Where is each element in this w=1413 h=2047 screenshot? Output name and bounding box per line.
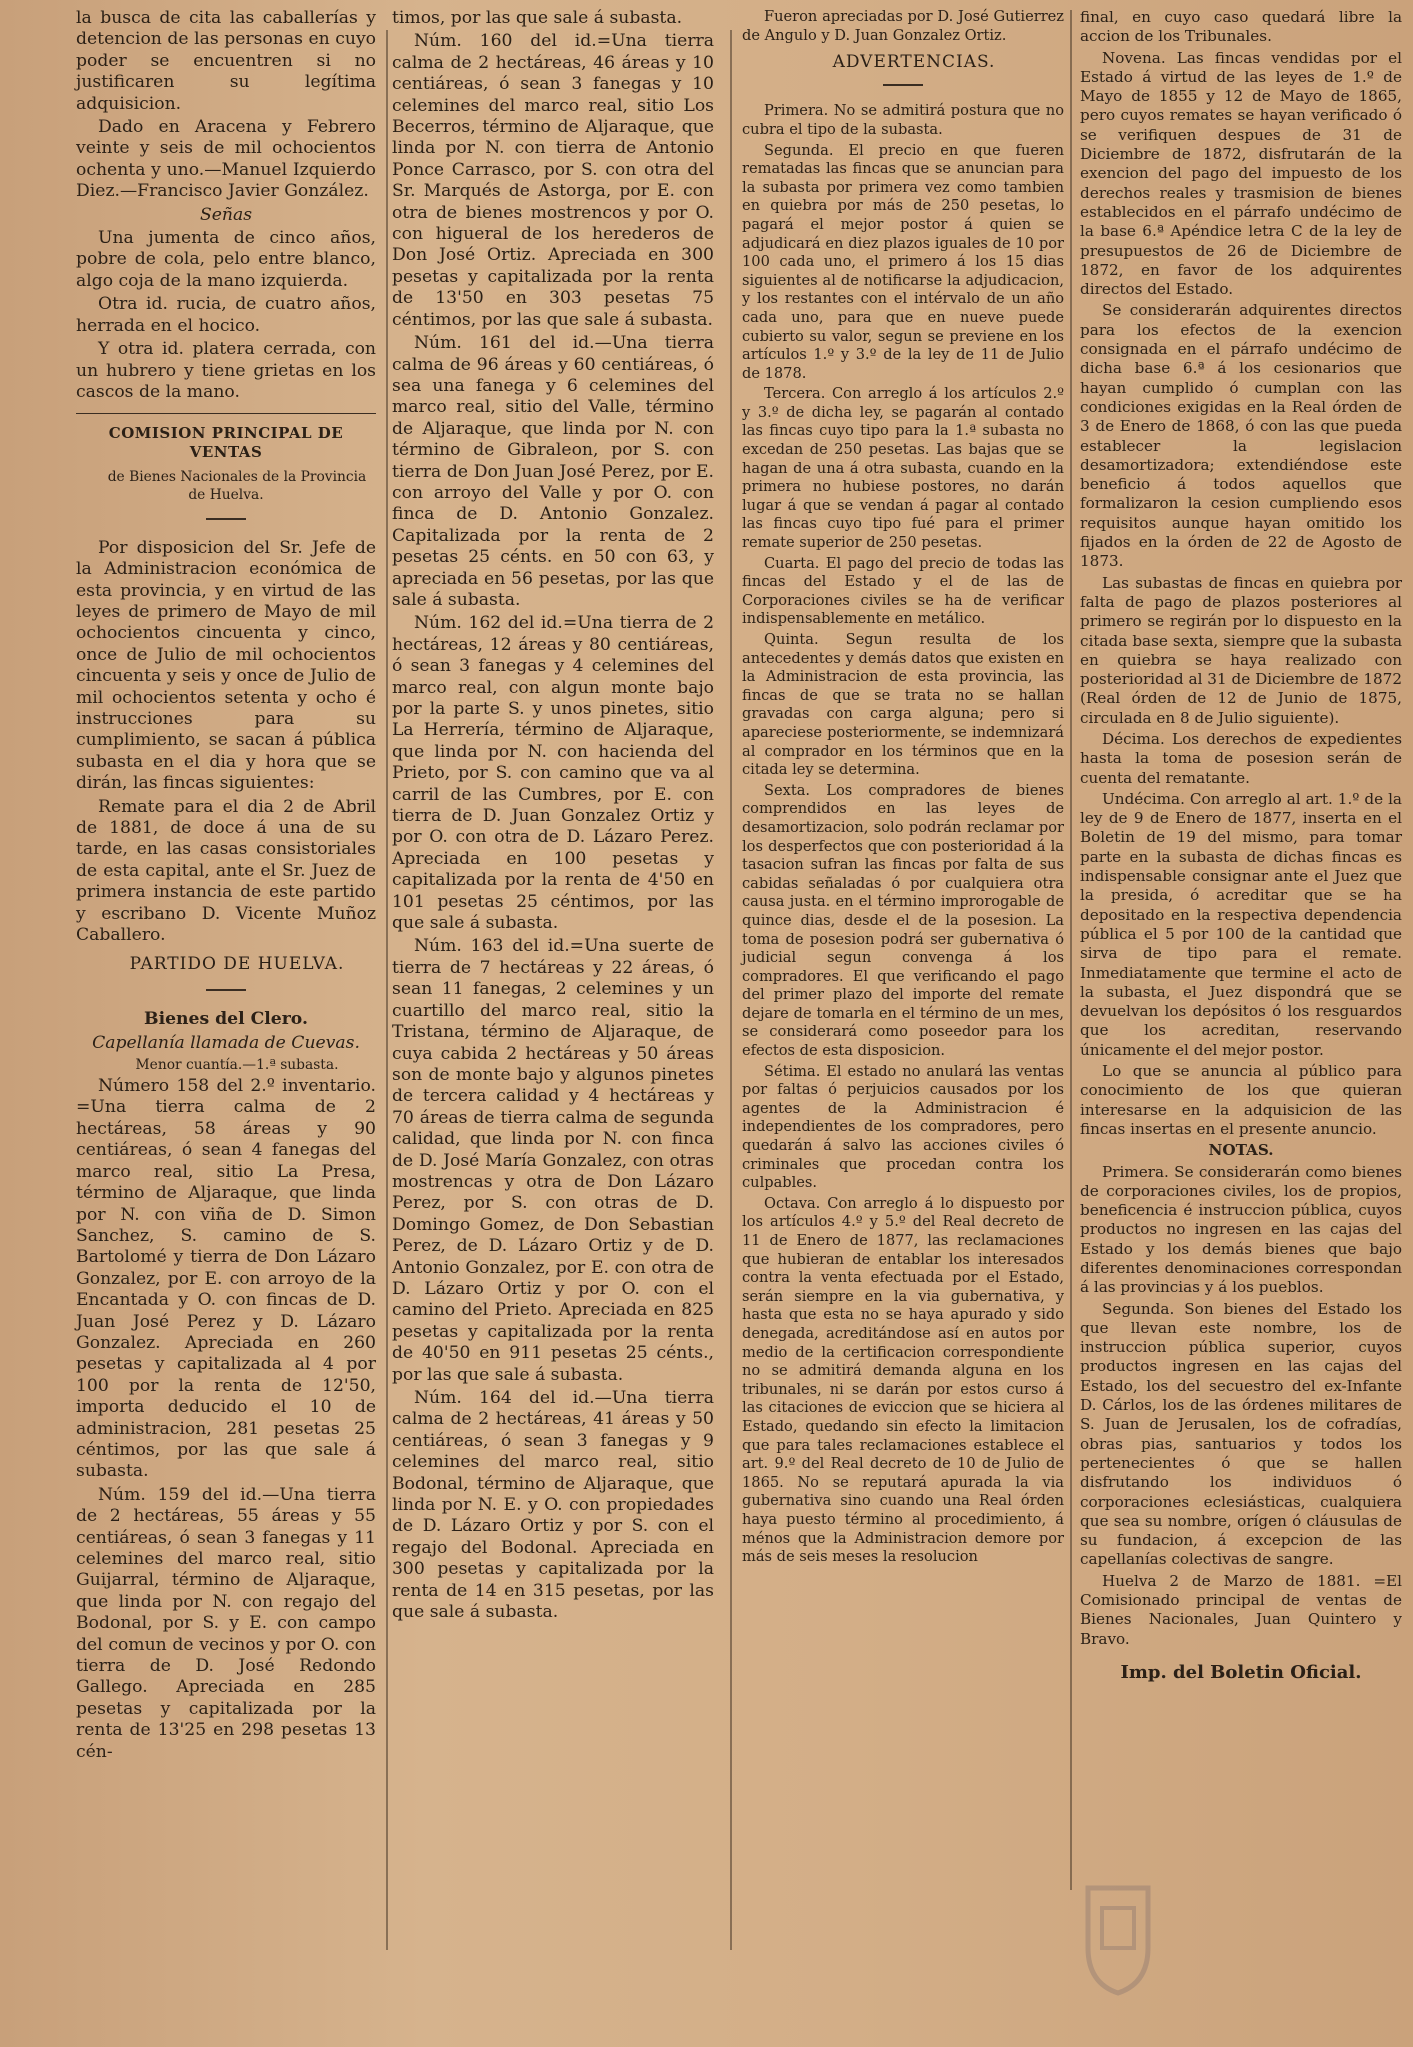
column-4 [1080,8,1402,1684]
paragraph: Núm. 164 del id.—Una tierra calma de 2 hectáreas, 41 áreas y 50 centiáreas, ó sean 3 fanegas y 9 celemines del marco real, sitio Bodonal, término de Aljaraque, que linda por N. E. y O. con propiedades de D. Lázaro Ortiz y por S. con el regajo del Bodonal. Apreciada en 300 pesetas y capitalizada por la renta de 14 en 315 pesetas, por las que sale á subasta. [392,1388,714,1623]
paragraph: final, en cuyo caso quedará libre la accion de los Tribunales. [1080,8,1402,46]
column-3 [742,8,1064,1569]
coat-of-arms-watermark [1078,1878,1158,1998]
divider [742,76,1064,95]
column-2 [392,8,714,1625]
paragraph: Lo que se anuncia al público para conocimiento de los que quieran interesarse en la adquisicion de las fincas insertas en el presente anuncio. [1080,1062,1402,1138]
section-heading: PARTIDO DE HUELVA. [129,954,345,975]
paragraph: Quinta. Segun resulta de los antecedentes y demás datos que existen en la Administracion de esta provincia, las fincas de que se trata no se hallan gravadas con carga alguna; pero si apareciese posteriormente, se indemnizará al comprador en los términos que en la citada ley se determina. [742,631,1064,779]
section-heading: Bienes del Clero. [144,1009,308,1030]
paragraph: Fueron apreciadas por D. José Gutierrez de Angulo y D. Juan Gonzalez Ortiz. [742,8,1064,44]
section-heading: Señas [199,204,253,225]
divider [76,413,376,414]
paragraph: Una jumenta de cinco años, pobre de cola, pelo entre blanco, algo coja de la mano izquierda. [76,228,376,291]
paragraph: Sétima. El estado no anulará las ventas por faltas ó perjuicios causados por los agentes de la Administracion é independientes de los compradores, pero quedarán á salvo las acciones civiles ó criminales que procedan contra los culpables. [742,1062,1064,1192]
paragraph: Primera. Se considerarán como bienes de corporaciones civiles, los de propios, beneficencia é instruccion pública, cuyos productos no ingresen en las cajas del Estado y los demás bienes que bajo diferentes denominaciones correspondan á las provincias y á los pueblos. [1080,1162,1402,1297]
paragraph: Otra id. rucia, de cuatro años, herrada en el hocico. [76,294,376,336]
paragraph: Primera. No se admitirá postura que no cubra el tipo de la subasta. [742,102,1064,138]
divider [76,980,376,1001]
divider [76,508,376,529]
paragraph: Sexta. Los compradores de bienes comprendidos en las leyes de desamortizacion, solo podrán reclamar por los desperfectos que con posterioridad á la tasacion sufran las fincas por falta de sus cabidas señaladas ó por cualquiera otra causa justa. en el término improrogable de quince dias, desde el de la posesion. La toma de posesion podrá ser gubernativa ó judicial segun convenga á los compradores. El que verificando el pago del primer plazo del importe del remate dejare de tomarla en el término de un mes, se considerará como poseedor para los efectos de esta disposicion. [742,781,1064,1060]
paragraph: Cuarta. El pago del precio de todas las fincas del Estado y el de las de Corporaciones civiles se ha de verificar indispensablemente en metálico. [742,554,1064,628]
paragraph: Se considerarán adquirentes directos para los efectos de la exencion consignada en el párrafo undécimo de dicha base 6.ª á los cesionarios que hayan cumplido ó cumplan con las condiciones exigidas en la Real órden de 3 de Enero de 1868, ó con las que pueda establecer la legislacion desamortizadora; extendiéndose este beneficio á todos aquellos que formalizaron la cesion cumpliendo esos requisitos aunque hayan omitido los fijados en la órden de 22 de Agosto de 1873. [1080,301,1402,571]
paragraph: Núm. 162 del id.=Una tierra de 2 hectáreas, 12 áreas y 80 centiáreas, ó sean 3 fanegas y 4 celemines del marco real, con algun monte bajo por la parte S. y unos pinetes, sitio La Herrería, término de Aljaraque, que linda por N. con hacienda del Prieto, por S. con camino que va al carril de las Cumbres, por E. con tierra de D. Juan Gonzalez Ortiz y por O. con otra de D. Lázaro Perez. Apreciada en 100 pesetas y capitalizada por la renta de 4'50 en 101 pesetas 25 céntimos, por las que sale á subasta. [392,613,714,934]
column-1 [76,8,376,1765]
paragraph: Undécima. Con arreglo al art. 1.º de la ley de 9 de Enero de 1877, inserta en el Boletin de 19 del mismo, para tomar parte en la subasta de dichas fincas es indispensable consignar ante el Juez que la presida, ó acreditar que se ha depositado en la respectiva dependencia pública el 5 por 100 de la cantidad que sirva de tipo para el remate. Inmediatamente que termine el acto de la subasta, el Juez dispondrá que se devuelvan los depósitos ó los resguardos que los acreditan, reservando únicamente el del mejor postor. [1080,789,1402,1059]
paragraph: Octava. Con arreglo á lo dispuesto por los artículos 4.º y 5.º del Real decreto de 11 de Enero de 1877, las reclamaciones que hubieran de entablar los interesados contra la venta efectuada por el Estado, serán siempre en la via gubernativa, y hasta que esta no se haya apurado y sido denegada, acreditándose así en autos por medio de la certificacion correspondiente no se admitirá demanda alguna en los tribunales, ni se darán por estos curso á las citaciones de eviccion que se hiciera al Estado, quedando sin efecto la limitacion que para tales reclamaciones establece el art. 9.º del Real decreto de 10 de Julio de 1865. No se reputará apurada la via gubernativa sino cuando una Real órden haya puesto término al procedimiento, á ménos que la Administracion demore por más de seis meses la resolucion [742,1194,1064,1566]
section-heading: COMISION PRINCIPAL DE VENTAS [108,424,344,462]
paragraph: Núm. 159 del id.—Una tierra de 2 hectáreas, 55 áreas y 55 centiáreas, ó sean 3 fanegas y 11 celemines del marco real, sitio Guijarral, término de Aljaraque, que linda por N. con regajo del Bodonal, por S. y E. con campo del comun de vecinos y por O. con tierra de D. José Redondo Gallego. Apreciada en 285 pesetas y capitalizada por la renta de 13'25 en 298 pesetas 13 cén- [76,1484,376,1762]
paragraph: Por disposicion del Sr. Jefe de la Administracion económica de esta provincia, y en virtud de las leyes de primero de Mayo de mil ochocientos cincuenta y cinco, once de Julio de mil ochocientos cincuenta y seis y once de Julio de mil ochocientos setenta y ocho é instrucciones para su cumplimiento, se sacan á pública subasta en el dia y hora que se dirán, las fincas siguientes: [76,537,376,794]
paragraph: Remate para el dia 2 de Abril de 1881, de doce á una de su tarde, en las casas consistoriales de esta capital, ante el Sr. Juez de primera instancia de este partido y escribano D. Vicente Muñoz Caballero. [76,796,376,946]
column-divider [386,30,388,1950]
section-subheading: Capellanía llamada de Cuevas. [92,1032,360,1053]
paragraph: la busca de cita las caballerías y detencion de las personas en cuyo poder se encuentren si no justificaren su legítima adquisicion. [76,8,376,114]
section-subheading: de Bienes Nacionales de la Provincia de Huelva. [107,469,367,504]
paragraph: Número 158 del 2.º inventario. =Una tierra calma de 2 hectáreas, 58 áreas y 90 centiáreas, ó sean 4 fanegas del marco real, sitio La Presa, término de Aljaraque, que linda por N. con viña de D. Simon Sanchez, S. camino de S. Bartolomé y tierra de Don Lázaro Gonzalez, por E. con arroyo de la Encantada y O. con fincas de D. Juan José Perez y D. Lázaro Gonzalez. Apreciada en 260 pesetas y capitalizada al 4 por 100 por la renta de 12'50, importa deducido el 10 de administracion, 281 pesetas 25 céntimos, por las que sale á subasta. [76,1076,376,1482]
paragraph: timos, por las que sale á subasta. [392,8,683,28]
paragraph: Segunda. El precio en que fueren rematadas las fincas que se anuncian para la subasta por primera vez como tambien en quiebra por más de 250 pesetas, lo pagará el mejor postor á quien se adjudicará en diez plazos iguales de 10 por 100 cada uno, el primero á los 15 dias siguientes al de notificarse la adjudicacion, y los restantes con el intérvalo de un año cada uno, para que en nueve puede cubierto su valor, segun se previene en los artículos 1.º y 3.º de la ley de 11 de Julio de 1878. [742,141,1064,382]
column-divider [730,30,732,1950]
section-heading: ADVERTENCIAS. [832,52,996,73]
printer-imprint: Imp. del Boletin Oficial. [1120,1661,1362,1683]
paragraph: Núm. 161 del id.—Una tierra calma de 96 áreas y 60 centiáreas, ó sea una fanega y 6 celemines del marco real, sitio del Valle, término de Aljaraque, que linda por N. con término de Gibraleon, por S. con tierra de Don Juan José Perez, por E. con arroyo del Valle y por O. con finca de D. Antonio Gonzalez. Capitalizada por la renta de 2 pesetas 25 cénts. en 50 con 63, y apreciada en 56 pesetas, por las que sale á subasta. [392,333,714,610]
section-heading: NOTAS. [1208,1141,1274,1160]
paragraph: Décima. Los derechos de expedientes hasta la toma de posesion serán de cuenta del rematante. [1080,729,1402,787]
section-subheading: Menor cuantía.—1.ª subasta. [135,1057,339,1074]
paragraph: Novena. Las fincas vendidas por el Estado á virtud de las leyes de 1.º de Mayo de 1855 y 12 de Mayo de 1865, pero cuyos remates se hayan verificado ó se verifiquen despues de 31 de Diciembre de 1872, disfrutarán de la exencion del pago del impuesto de los derechos reales y trasmision de bienes establecidos en el párrafo undécimo de la base 6.ª Apéndice letra C de la ley de presupuestos de 26 de Diciembre de 1872, en favor de los adquirentes directos del Estado. [1080,48,1402,299]
paragraph: Segunda. Son bienes del Estado los que llevan este nombre, los de instruccion pública superior, cuyos productos ingresen en las cajas del Estado, los del secuestro del ex-Infante D. Cárlos, los de las órdenes militares de S. Juan de Jerusalen, los de cofradías, obras pias, santuarios y todos los pertenecientes ó que se hallen disfrutando los individuos ó corporaciones eclesiásticas, cualquiera que sea su nombre, orígen ó cláusulas de su fundacion, á excepcion de las capellanías colectivas de sangre. [1080,1299,1402,1569]
signature-paragraph: Huelva 2 de Marzo de 1881. =El Comisionado principal de ventas de Bienes Nacionales, Juan Quintero y Bravo. [1080,1571,1402,1648]
column-divider [1070,10,1072,1890]
paragraph: Tercera. Con arreglo á los artículos 2.º y 3.º de dicha ley, se pagarán al contado las fincas cuyo tipo para la 1.ª subasta no excedan de 250 pesetas. Las bajas que se hagan de una á otra subasta, cuando en la primera no hubiese postores, no darán lugar á que se vendan á pagar al contado las fincas cuyo tipo fué para el primer remate superior de 250 pesetas. [742,385,1064,552]
paragraph: Dado en Aracena y Febrero veinte y seis de mil ochocientos ochenta y uno.—Manuel Izquierdo Diez.—Francisco Javier González. [76,117,376,202]
paragraph: Núm. 160 del id.=Una tierra calma de 2 hectáreas, 46 áreas y 10 centiáreas, ó sean 3 fanegas y 10 celemines del marco real, sitio Los Becerros, término de Aljaraque, que linda por N. con tierra de Antonio Ponce Carrasco, por S. con otra del Sr. Marqués de Astorga, por E. con otra de bienes mostrencos y por O. con higueral de los herederos de Don José Ortiz. Apreciada en 300 pesetas y capitalizada por la renta de 13'50 en 303 pesetas 75 céntimos, por las que sale á subasta. [392,31,714,330]
paragraph: Las subastas de fincas en quiebra por falta de pago de plazos posteriores al primero se regirán por lo dispuesto en la citada base sexta, siempre que la subasta en quiebra se haya realizado con posterioridad al 31 de Diciembre de 1872 (Real órden de 12 de Junio de 1875, circulada en 8 de Julio siguiente). [1080,573,1402,727]
paragraph: Núm. 163 del id.=Una suerte de tierra de 7 hectáreas y 22 áreas, ó sean 11 fanegas, 2 celemines y un cuartillo del marco real, sitio la Tristana, término de Aljaraque, de cuya cabida 2 hectáreas y 50 áreas son de monte bajo y algunos pinetes de tercera calidad y 4 hectáreas y 70 áreas de tierra calma de segunda calidad, que linda por N. con finca de D. José María Gonzalez, con otras mostrencas y otra de Don Lázaro Perez, por S. con otras de D. Domingo Gomez, de Don Sebastian Perez, de D. Lázaro Ortiz y de D. Antonio Gonzalez, por E. con otra de D. Lázaro Ortiz y por O. con el camino del Prieto. Apreciada en 825 pesetas y capitalizada por la renta de 40'50 en 911 pesetas 25 cénts., por las que sale á subasta. [392,936,714,1385]
paragraph: Y otra id. platera cerrada, con un hubrero y tiene grietas en los cascos de la mano. [76,339,376,402]
